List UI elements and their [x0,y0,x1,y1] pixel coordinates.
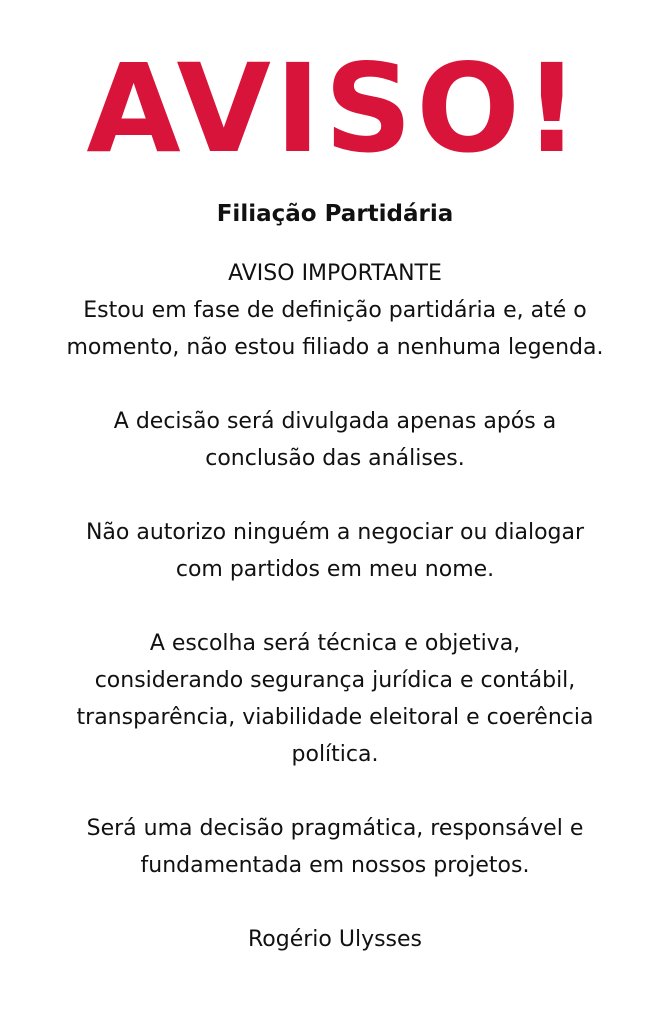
paragraph-3 [0,514,670,588]
signature: Rogério Ulysses [247,927,423,952]
paragraph-line: fundamentada em nossos projetos. [140,853,530,878]
paragraph-5 [0,810,670,884]
notice-body [0,255,670,921]
paragraph-line: AVISO IMPORTANTE [228,261,442,286]
paragraph-line: A escolha será técnica e objetiva, [149,631,521,656]
headline: AVISO! [86,38,584,180]
paragraph-line: A decisão será divulgada apenas após a [113,409,557,434]
paragraph-line: transparência, viabilidade eleitoral e coerência [76,705,594,730]
paragraph-4 [0,625,670,773]
paragraph-1 [0,255,670,366]
paragraph-line: Será uma decisão pragmática, responsável e [86,816,584,841]
paragraph-line: Não autorizo ninguém a negociar ou dialogar [85,520,585,545]
paragraph-line: momento, não estou filiado a nenhuma legenda. [66,335,604,360]
paragraph-line: considerando segurança jurídica e contábil, [94,668,576,693]
paragraph-line: conclusão das análises. [205,446,465,471]
paragraph-2 [0,403,670,477]
paragraph-line: Estou em fase de definição partidária e, até o [83,298,587,323]
subtitle: Filiação Partidária [216,201,454,227]
paragraph-line: com partidos em meu nome. [175,557,495,582]
paragraph-line: política. [291,742,379,767]
